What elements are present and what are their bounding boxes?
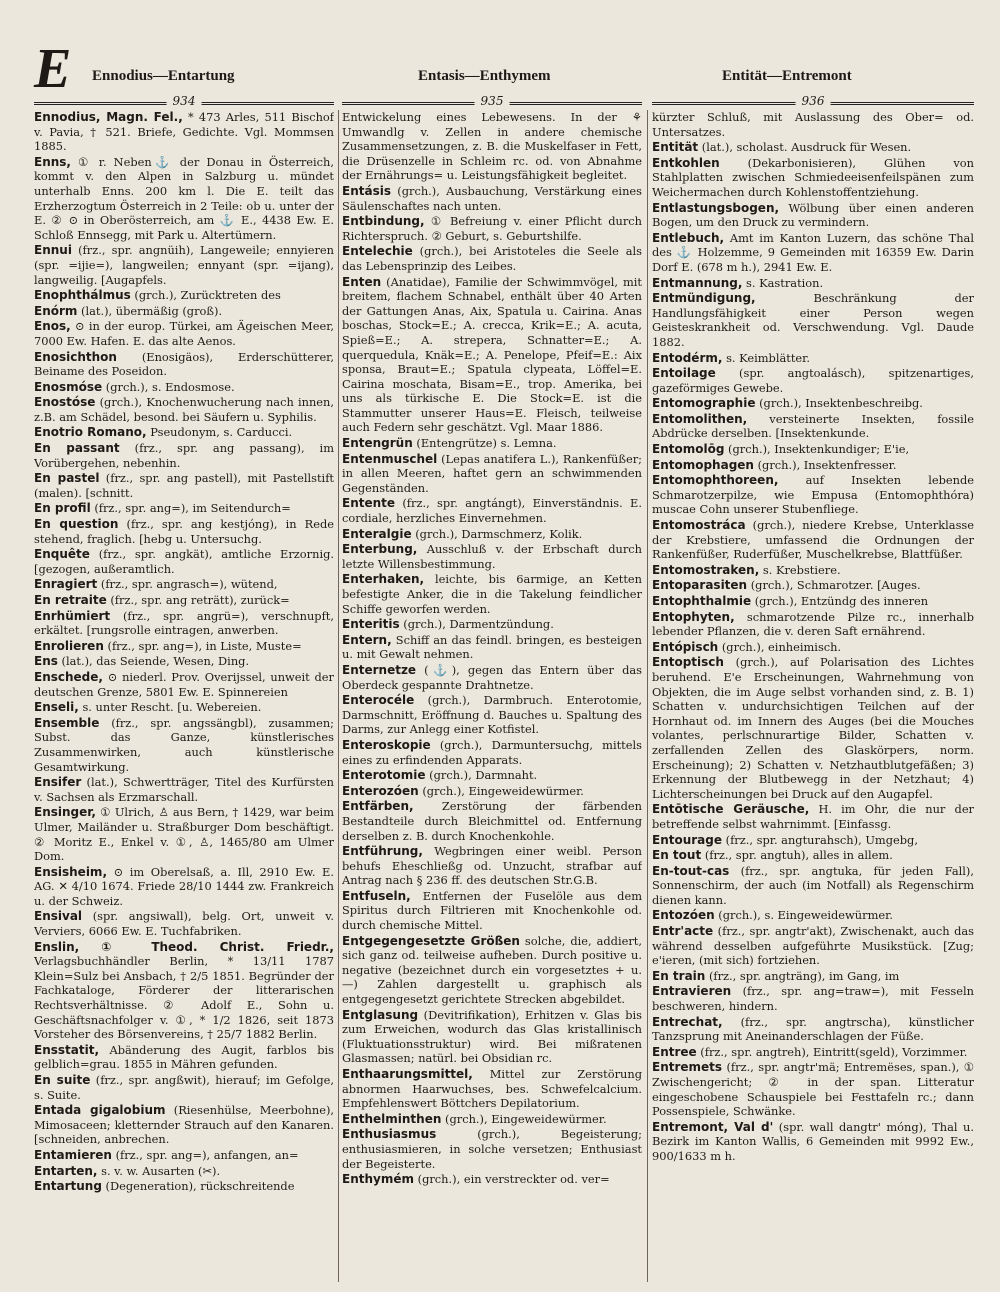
entry-headword: Entoparasiten [652, 578, 748, 593]
entry-headword: Enosichthon [34, 349, 117, 364]
entry-text: Abänderung des Augit, farblos bis gelblich=grau. 1855 in Mähren gefunden. [34, 1042, 334, 1072]
entry-headword: Ensinger, [34, 805, 96, 820]
dictionary-entry [34, 1164, 334, 1179]
section-letter: E [34, 38, 72, 100]
dictionary-entry [34, 110, 334, 154]
entry-text: s. unter Rescht. [u. Webereien. [82, 700, 262, 715]
entry-headword: Entität [652, 140, 699, 155]
entry-text: (grch.), Entzündg des inneren [754, 594, 929, 608]
entry-text: (spr. angsiwall), belg. Ort, unweit v. Verviers, 6066 Ew. E. Tuchfabriken. [34, 909, 334, 939]
entry-headword: Entophyten, [652, 609, 735, 624]
column-divider [647, 110, 648, 1282]
entry-text: Mittel zur Zerstörung abnormen Haarwuchses, bes. Schwefelcalcium. Empfehlenswert Böttchers Depilatorium. [342, 1067, 642, 1111]
dictionary-entry [652, 458, 974, 473]
entry-headword: Entomophagen [652, 457, 754, 472]
entry-text: (lat.), Schwertträger, Titel des Kurfürsten v. Sachsen als Erzmarschall. [34, 775, 334, 804]
entry-headword: Enteritis [342, 617, 400, 632]
entry-headword: Ensival [34, 909, 83, 924]
page-number: 934 [167, 94, 202, 108]
dictionary-entry [652, 518, 974, 562]
entry-text: (grch.), Insektenbeschreibg. [759, 396, 923, 411]
dictionary-entry [342, 1112, 642, 1127]
dictionary-entry [34, 243, 334, 287]
entry-text: (grch.), bei Aristoteles die Seele als das Lebensprinzip des Leibes. [342, 244, 642, 273]
entry-text: (spr. wall dangtr' móng), Thal u. Bezirk im Kanton Wallis, 6 Gemeinden mit 9992 Ew., 900/1633 m h. [652, 1119, 974, 1163]
dictionary-entry [652, 1120, 974, 1164]
running-head-middle: Entasis—Enthymem [418, 68, 551, 84]
dictionary-entry [342, 110, 642, 183]
entry-text: (frz., spr. ang=), im Seitendurch= [94, 501, 291, 516]
entry-headword: Entarten, [34, 1163, 98, 1178]
entry-headword: Entodérm, [652, 350, 723, 365]
entry-text: ① Ulrich, ♙ aus Bern, † 1429, war beim Ulmer, Mailänder u. Straßburger Dom beschäftigt. ② Moritz E., Enkel v. ①, ♙, 1465/80 am Ulmer Dom. [34, 805, 334, 864]
dictionary-entry [652, 366, 974, 395]
dictionary-entry [652, 924, 974, 968]
dictionary-entry [342, 1067, 642, 1111]
entry-text: (lat.), übermäßig (groß). [81, 303, 223, 318]
entry-text: (frz., spr. angkät), amtliche Erzornig. [gezogen, außeramtlich. [34, 547, 334, 576]
entry-headword: Enterozóen [342, 783, 419, 798]
entry-headword: Entente [342, 496, 396, 511]
dictionary-entry [34, 350, 334, 379]
dictionary-entry [342, 617, 642, 632]
entry-headword: Enophthálmus [34, 288, 131, 303]
entry-headword: Ensifer [34, 775, 82, 790]
entry-text: (grch.), Darmentzündung. [403, 617, 554, 632]
entry-text: (lat.), das Seiende, Wesen, Ding. [61, 654, 250, 669]
dictionary-entry [34, 547, 334, 576]
entry-text: (grch.), auf Polarisation des Lichtes beruhend. E'e Erscheinungen, Wahrnehmung von Objekten, die im Auge selbst vorhanden sind, z. B. 1) Schatten v. undurchsichtigen Teilchen auf der Hornhaut od. im Innern des Auges (bei die Mouches volantes, perlschnurartige Bilder, Schatten v. zerfallenden Zellen des Glaskörpers, norm. Erscheinung); 2) Schatten v. Netzhautblutgefäßen; 3) Erkennung der Blutbewegg in der Netzhaut; 4) Lichterscheinungen bei Druck auf den Augapfel. [652, 655, 974, 801]
entry-text: (frz., spr. angnüih), Langeweile; ennyieren (spr. =ijie=), langweilen; ennyant (spr. =ijang), langweilig. [Augapfels. [34, 243, 334, 287]
dictionary-entry [34, 639, 334, 654]
entry-text: (grch.), s. Eingeweidewürmer. [718, 908, 893, 923]
dictionary-entry [652, 291, 974, 349]
dictionary-entry [342, 244, 642, 273]
dictionary-entry [652, 396, 974, 411]
entry-headword: Enosmóse [34, 379, 103, 394]
dictionary-entry [342, 784, 642, 799]
entry-text: (Entengrütze) s. Lemna. [416, 436, 557, 451]
dictionary-entry [34, 517, 334, 546]
column-right [652, 110, 974, 1282]
entry-headword: Enten [342, 274, 382, 289]
entry-headword: Entlebuch, [652, 230, 725, 245]
entry-headword: Enterhaken, [342, 572, 425, 587]
dictionary-entry [34, 909, 334, 938]
page-number-rule-right [652, 94, 974, 109]
dictionary-entry [652, 412, 974, 441]
entry-headword: Enragiert [34, 577, 98, 592]
dictionary-entry [34, 288, 334, 303]
dictionary-entry [652, 156, 974, 200]
entry-headword: Enthelminthen [342, 1111, 442, 1126]
dictionary-entry [34, 654, 334, 669]
entry-text: (frz., spr. angrasch=), wütend, [100, 577, 278, 592]
page-number-rule-middle [342, 94, 642, 109]
dictionary-entry [34, 716, 334, 774]
entry-text: (frz., spr. ang=), in Liste, Muste= [107, 638, 302, 653]
dictionary-entry [652, 984, 974, 1013]
entry-headword: Enthymém [342, 1172, 414, 1187]
entry-text: (Devitrifikation), Erhitzen v. Glas bis zum Erweichen, wodurch das Glas kristallinisch (Fluktuationsstruktur) wird. Bei mißratenen Glasmassen; natürl. bei Obsidian rc. [342, 1007, 642, 1066]
entry-text: ① Befreiung v. einer Pflicht durch Richterspruch. ② Geburt, s. Geburtshilfe. [342, 214, 642, 243]
entry-text: (Degeneration), rückschreitende [105, 1179, 295, 1194]
dictionary-entry [652, 1060, 974, 1118]
dictionary-entry [342, 1127, 642, 1171]
entry-text: Wegbringen einer weibl. Person behufs Eheschließg od. Unzucht, strafbar auf Antrag nach § 236 ff. des deutschen Str.G.B. [342, 844, 642, 888]
entry-headword: En tout [652, 848, 702, 863]
entry-headword: En question [34, 517, 119, 532]
dictionary-entry [652, 640, 974, 655]
entry-text: s. Krebstiere. [762, 562, 841, 577]
dictionary-entry [342, 844, 642, 888]
entry-text: Schiff an das feindl. bringen, es besteigen u. mit Gewalt nehmen. [342, 632, 642, 662]
entry-text: s. v. w. Ausarten (✂). [101, 1163, 221, 1178]
entry-headword: Entásis [342, 183, 391, 198]
entry-text: (grch.), Insektenkundiger; E'ie, [728, 442, 910, 457]
dictionary-entry [652, 276, 974, 291]
page-number: 936 [796, 94, 831, 108]
entry-text: (frz., spr. ang pastell), mit Pastellstift (malen). [schnitt. [34, 471, 334, 500]
entry-text: (frz., spr. angssängbl), zusammen; Subst. das Ganze, künstlerisches Zusammenwirken, auch künstlerische Gesamtwirkung. [34, 715, 334, 774]
entry-text: solche, die, addiert, sich ganz od. teilweise aufheben. Durch positive u. negative (bezeichnet durch ein vorgesetztes + u. —) Zahlen dargestellt u. graphisch als entgegengesetzt gerichtete Strecken abgebildet. [342, 933, 642, 1007]
entry-headword: Entomostráca [652, 518, 746, 533]
entry-headword: Entr'acte [652, 924, 714, 939]
dictionary-entry [34, 319, 334, 348]
entry-headword: Ensstatit, [34, 1042, 100, 1057]
page-header [20, 40, 980, 98]
dictionary-entry [342, 633, 642, 662]
entry-text: s. Kastration. [746, 275, 824, 290]
dictionary-entry [652, 231, 974, 275]
entry-text: (Enosigäos), Erderschütterer, Beiname des Poseidon. [34, 349, 334, 379]
entry-text: (frz., spr. angtr'akt), Zwischenakt, auch das während desselben aufgeführte Musikstück. [Zug; e'ieren, (mit sich) fortziehen. [652, 924, 974, 968]
entry-headword: Entfuseln, [342, 888, 411, 903]
entry-text: s. Keimblätter. [726, 350, 810, 365]
entry-text: * 473 Arles, 511 Bischof v. Pavia, † 521. Briefe, Gedichte. Vgl. Mommsen 1885. [34, 110, 334, 154]
entry-text: Verlagsbuchhändler Berlin, * 13/11 1787 Klein=Sulz bei Ansbach, † 2/5 1851. Begründer der Fachkataloge, Förderer der litterarischen Rechtsverhältnisse. ② Adolf E., Sohn u. Geschäftsnachfolger v. ①, * 1/2 1826, seit 1873 Vorsteher des Börsenvereins, † 25/7 1882 Berlin. [34, 954, 334, 1042]
entry-headword: Entgegengesetzte Größen [342, 933, 520, 948]
entry-text: (grch.), Darmnaht. [429, 768, 538, 783]
entry-headword: Entozóen [652, 908, 715, 923]
entry-headword: Entremets [652, 1060, 723, 1075]
entry-headword: Enterbung, [342, 542, 418, 557]
dictionary-entry [652, 969, 974, 984]
entry-text: (grch.), Darmschmerz, Kolik. [415, 526, 583, 541]
entry-headword: Enternetze [342, 662, 417, 677]
dictionary-entry [652, 864, 974, 908]
entry-text: (frz., spr. angträng), im Gang, im [708, 968, 900, 983]
entry-headword: Ensemble [34, 715, 100, 730]
dictionary-entry [652, 473, 974, 517]
dictionary-entry [342, 452, 642, 496]
dictionary-entry [34, 775, 334, 804]
entry-text: Ausschluß v. der Erbschaft durch letzte Willensbestimmung. [342, 542, 642, 571]
entry-text: (grch.), s. Endosmose. [105, 379, 235, 394]
entry-headword: Ensisheim, [34, 864, 107, 879]
entry-headword: Enthusiasmus [342, 1127, 437, 1142]
entry-text: H. im Ohr, die nur der betreffende selbst wahrnimmt. [Einfassg. [652, 802, 974, 831]
dictionary-entry [34, 304, 334, 319]
page-number-rule-left [34, 94, 334, 109]
entry-headword: Entern, [342, 632, 392, 647]
entry-text: Entwickelung eines Lebewesens. In der ⚘ Umwandlg v. Zellen in andere chemische Zusammensetzungen, z. B. die Muskelfaser in Fett, die Drüsenzelle in Schleim rc. od. von Abnahme der Ernährungs= u. Leistungsfähigkeit begleitet. [342, 110, 642, 183]
entry-headword: Entópisch [652, 639, 719, 654]
entry-headword: Entkohlen [652, 155, 720, 170]
entry-text: ⊙ in der europ. Türkei, am Ägeischen Meer, 7000 Ew. Hafen. E. das alte Aenos. [34, 319, 334, 348]
entry-text: (grch.), Insektenfresser. [757, 457, 897, 472]
entry-headword: Entmannung, [652, 275, 743, 290]
entry-text: (grch.), Darmbruch. Enterotomie, Darmschnitt, Eröffnung d. Bauches u. Spaltung des Darms, zur Anlegg einer Kotfistel. [342, 693, 642, 737]
dictionary-entry [652, 655, 974, 801]
entry-headword: Enseli, [34, 700, 79, 715]
entry-headword: Entbindung, [342, 214, 425, 229]
entry-headword: En-tout-cas [652, 863, 730, 878]
dictionary-entry [34, 1179, 334, 1194]
entry-headword: Enostóse [34, 395, 96, 410]
entry-headword: Enos, [34, 319, 71, 334]
entry-headword: Entartung [34, 1179, 102, 1194]
entry-text: (frz., spr. angturahsch), Umgebg, [725, 832, 918, 847]
dictionary-entry [652, 802, 974, 831]
dictionary-entry [652, 1045, 974, 1060]
entry-headword: Entmündigung, [652, 291, 756, 306]
dictionary-entry [34, 670, 334, 699]
entry-headword: Entomolōg [652, 442, 725, 457]
entry-headword: Entamieren [34, 1147, 112, 1162]
dictionary-entry [652, 1015, 974, 1044]
dictionary-entry [342, 693, 642, 737]
entry-headword: Entree [652, 1044, 697, 1059]
entry-headword: Enteroskopie [342, 737, 431, 752]
entry-text: ⊙ niederl. Prov. Overijssel, unweit der deutschen Grenze, 5801 Ew. E. Spinnereien [34, 669, 334, 699]
dictionary-entry [342, 663, 642, 692]
entry-headword: Entlastungsbogen, [652, 200, 780, 215]
dictionary-entry [34, 609, 334, 638]
entry-text: (grch.), Ausbauchung, Verstärkung eines Säulenschaftes nach unten. [342, 183, 642, 213]
dictionary-entry [34, 593, 334, 608]
entry-headword: Ennui [34, 243, 72, 258]
entry-headword: Enquête [34, 547, 90, 562]
dictionary-entry [34, 577, 334, 592]
entry-text: (grch.), Eingeweidewürmer. [422, 783, 584, 798]
column-middle [342, 110, 642, 1282]
entry-text: (grch.), Schmarotzer. [Auges. [750, 578, 921, 593]
dictionary-entry [34, 395, 334, 424]
entry-headword: En train [652, 968, 706, 983]
entry-text: Amt im Kanton Luzern, das schöne Thal des ⚓ Holzemme, 9 Gemeinden mit 16359 Ew. Darin Dorf E. (678 m h.), 2941 Ew. E. [652, 230, 974, 274]
dictionary-entry [652, 110, 974, 139]
entry-text: ⊙ im Oberelsaß, a. Ill, 2910 Ew. E. AG. ✕ 4/10 1674. Friede 28/10 1444 zw. Frankreich u. der Schweiz. [34, 864, 334, 908]
entry-headword: Entoilage [652, 366, 716, 381]
dictionary-entry [34, 700, 334, 715]
entry-text: (grch.), Knochenwucherung nach innen, z.B. am Schädel, besond. bei Säufern u. Syphilis. [34, 395, 334, 424]
entry-headword: Entourage [652, 832, 723, 847]
entry-text: (Anatidae), Familie der Schwimmvögel, mit breitem, flachem Schnabel, enthält über 40 Arten der Gattungen Anas, Aix, Spatula u. Cairina. Anas boschas, Stock=E.; A. crecca, Krik=E.; A. acuta, Spieß=E.; A. strepera, Schnatter=E.; A. querquedula, Knäk=E.; A. Penelope, Pfeif=E.: Aix sponsa, Braut=E.; Spatula clypeata, Löffel=E. Cairina moschata, Bisam=E., trop. Amerika, bei uns als türkische E. Die Stock=E. ist die Stammutter unserer Haus=E. Fleisch, teilweise auch Federn sehr geschätzt. Vgl. Maar 1886. [342, 274, 642, 435]
entry-headword: Enns, [34, 154, 71, 169]
entry-headword: Entomophthoreen, [652, 473, 779, 488]
entry-text: (frz., spr. angtuh), alles in allem. [704, 848, 893, 863]
entry-headword: Entengrün [342, 436, 413, 451]
entry-text: kürzter Schluß, mit Auslassung des Ober= od. Untersatzes. [652, 110, 974, 139]
entry-text: (frz., spr. angtuka, für jeden Fall), Sonnenschirm, der auch (im Notfall) als Regenschirm dienen kann. [652, 863, 974, 907]
entry-headword: Entelechie [342, 244, 413, 259]
entry-text: (grch.), ein verstreckter od. ver= [417, 1172, 610, 1187]
entry-text: (frz., spr. angtángt), Einverständnis. E. cordiale, herzliches Einvernehmen. [342, 496, 642, 526]
dictionary-entry [652, 201, 974, 230]
dictionary-entry [652, 610, 974, 639]
dictionary-entry [34, 380, 334, 395]
entry-text: Zerstörung der färbenden Bestandteile durch Bleichmittel od. Entfernung derselben z. B. durch Knochenkohle. [342, 799, 642, 843]
dictionary-entry [34, 1043, 334, 1072]
entry-headword: Entōtische Geräusche, [652, 802, 810, 817]
entry-text: (frz., spr. ang passang), im Vorübergehen, nebenhin. [34, 441, 334, 470]
running-head-right: Entität—Entremont [722, 68, 852, 84]
entry-text: Pseudonym, s. Carducci. [150, 425, 293, 440]
entry-headword: Entoptisch [652, 655, 724, 670]
dictionary-entry [34, 441, 334, 470]
dictionary-entry [34, 1103, 334, 1147]
entry-headword: En retraite [34, 593, 107, 607]
entry-headword: Entada gigalobium [34, 1103, 166, 1118]
entry-text: (Lepas anatifera L.), Rankenfüßer; in allen Meeren, haftet gern an schwimmenden Gegenständen. [342, 451, 642, 495]
entry-headword: Entglasung [342, 1007, 419, 1022]
dictionary-entry [34, 805, 334, 863]
dictionary-entry [34, 940, 334, 1042]
entry-text: (frz., spr. angtr'mä; Entremëses, span.), ① Zwischengericht; ② in der span. Litteratur eingeschobene Schauspiele bei Festtafeln rc.; dann Possenspiele, Schwänke. [652, 1060, 974, 1119]
dictionary-entry [34, 501, 334, 516]
entry-headword: En pastel [34, 471, 100, 486]
entry-headword: Enotrio Romano, [34, 425, 147, 440]
entry-headword: Enteralgie [342, 526, 412, 541]
dictionary-entry [342, 738, 642, 767]
entry-text: (Riesenhülse, Meerbohne), Mimosaceen; kletternder Strauch auf den Kanaren. [schneiden, anbrechen. [34, 1103, 334, 1147]
entry-headword: Enterocéle [342, 693, 415, 708]
entry-headword: Enterotomie [342, 768, 426, 783]
dictionary-entry [652, 594, 974, 609]
dictionary-entry [342, 436, 642, 451]
entry-headword: Entführung, [342, 844, 423, 859]
dictionary-entry [34, 155, 334, 243]
entry-text: (⚓), gegen das Entern über das Oberdeck gespannte Drahtnetze. [342, 662, 642, 692]
dictionary-entry [342, 934, 642, 1007]
entry-text: (spr. angtoalásch), spitzenartiges, gazeförmiges Gewebe. [652, 366, 974, 395]
entry-text: auf Insekten lebende Schmarotzerpilze, wie Empusa (Entomophthóra) muscae Cohn unserer Stubenfliege. [652, 473, 974, 517]
entry-text: Wölbung über einen anderen Bogen, um den Druck zu vermindern. [652, 200, 974, 230]
running-head-left: Ennodius—Entartung [92, 68, 235, 84]
entry-text: (Dekarbonisieren), Glühen von Stahlplatten zwischen Schmiedeeisenfeilspänen zum Weichermachen durch Kohlenstoffentziehung. [652, 155, 974, 199]
dictionary-entry [342, 572, 642, 616]
dictionary-entry [342, 496, 642, 525]
entry-headword: Enthaarungsmittel, [342, 1067, 473, 1081]
dictionary-entry [34, 425, 334, 440]
entry-text: (grch.), niedere Krebse, Unterklasse der Krebstiere, umfassend die Ordnungen der Rankenfüßer, Ruderfüßer, Muschelkrebse, Blattfüßer. [652, 518, 974, 562]
entry-text: (frz., spr. ang=traw=), mit Fesseln beschweren, hindern. [652, 984, 974, 1014]
dictionary-entry [342, 1008, 642, 1066]
dictionary-entry [342, 527, 642, 542]
entry-text: (frz., spr. angßwit), hierauf; im Gefolge, s. Suite. [34, 1073, 334, 1102]
dictionary-entry [34, 865, 334, 909]
dictionary-entry [652, 351, 974, 366]
entry-text: ① r. Neben⚓ der Donau in Österreich, kommt v. den Alpen in Salzburg u. mündet unterhalb Enns. 200 km l. Die E. teilt das Erzherzogtum Österreich in 2 Teile: ob u. unter der E. ② ⊙ in Oberösterreich, am ⚓ E., 4438 Ew. E. Schloß Ennsegg, mit Park u. Altertümern. [34, 154, 334, 242]
entry-headword: Entfärben, [342, 799, 414, 814]
dictionary-entry [652, 908, 974, 923]
entry-headword: Enschede, [34, 669, 103, 684]
column-divider [338, 110, 339, 1282]
entry-headword: Entravieren [652, 984, 732, 999]
entry-text: (frz., spr. ang=), anfangen, an= [115, 1147, 299, 1162]
entry-text: (grch.), einheimisch. [721, 639, 842, 654]
dictionary-entry [342, 275, 642, 436]
dictionary-entry [342, 214, 642, 243]
entry-headword: Ens [34, 654, 58, 669]
entry-headword: Enórm [34, 303, 78, 318]
entry-text: (frz., spr. ang kestjóng), in Rede stehend, fraglich. [hebg u. Untersuchg. [34, 517, 334, 546]
entry-headword: Enrhümiert [34, 608, 111, 623]
entry-headword: Entrechat, [652, 1014, 723, 1029]
entry-headword: Enslin, ① Theod. Christ. Friedr., [34, 939, 334, 954]
entry-headword: En passant [34, 441, 120, 456]
dictionary-entry [342, 184, 642, 213]
entry-text: versteinerte Insekten, fossile Abdrücke derselben. [Insektenkunde. [652, 411, 974, 441]
entry-headword: En profil [34, 501, 91, 516]
dictionary-entry [652, 140, 974, 155]
entry-text: (grch.), Darmuntersuchg, mittels eines zu erfindenden Apparats. [342, 737, 642, 767]
entry-text: Entfernen der Fuselöle aus dem Spiritus durch Filtrieren mit Knochenkohle od. durch chemische Mittel. [342, 888, 642, 933]
entry-headword: Enrolieren [34, 638, 104, 653]
dictionary-entry [652, 848, 974, 863]
entry-text: Beschränkung der Handlungsfähigkeit einer Person wegen Geisteskrankheit od. Verschwendung. Vgl. Daude 1882. [652, 291, 974, 349]
entry-headword: Ennodius, Magn. Fel., [34, 110, 183, 124]
dictionary-entry [652, 833, 974, 848]
dictionary-entry [342, 889, 642, 933]
dictionary-entry [342, 799, 642, 843]
dictionary-entry [342, 1172, 642, 1187]
dictionary-entry [652, 442, 974, 457]
entry-text: (frz., spr. ang reträtt), zurück= [110, 593, 290, 607]
dictionary-entry [342, 542, 642, 571]
entry-headword: Entomolithen, [652, 411, 748, 426]
entry-headword: Entremont, Val d' [652, 1119, 774, 1134]
page-number: 935 [475, 94, 510, 108]
entry-text: (frz., spr. angtrscha), künstlicher Tanzsprung mit Aneinanderschlagen der Füße. [652, 1014, 974, 1044]
entry-text: (grch.), Begeisterung; enthusiasmieren, in solche versetzen; Enthusiast der Begeisterte. [342, 1127, 642, 1171]
entry-text: (lat.), scholast. Ausdruck für Wesen. [701, 140, 912, 155]
dictionary-entry [652, 563, 974, 578]
entry-text: (frz., spr. angtreh), Eintritt(sgeld), Vorzimmer. [700, 1044, 968, 1059]
dictionary-entry [652, 578, 974, 593]
entry-headword: En suite [34, 1073, 91, 1087]
entry-headword: Entomostraken, [652, 562, 760, 577]
entry-text: (frz., spr. angrü=), verschnupft, erkältet. [rungsrolle eintragen, anwerben. [34, 608, 334, 638]
entry-headword: Entophthalmie [652, 594, 752, 608]
entry-headword: Entenmuschel [342, 451, 438, 466]
entry-headword: Entomographie [652, 396, 756, 411]
dictionary-entry [342, 768, 642, 783]
dictionary-entry [34, 471, 334, 500]
entry-text: schmarotzende Pilze rc., innerhalb lebender Pflanzen, die v. deren Saft ernährend. [652, 609, 974, 639]
entry-text: (grch.), Zurücktreten des [134, 288, 281, 303]
entry-text: leichte, bis 6armige, an Ketten befestigte Anker, die in die Takelung feindlicher Schiffe geworfen werden. [342, 572, 642, 616]
entry-text: (grch.), Eingeweidewürmer. [445, 1111, 607, 1126]
column-left [34, 110, 334, 1282]
dictionary-entry [34, 1148, 334, 1163]
dictionary-entry [34, 1073, 334, 1102]
